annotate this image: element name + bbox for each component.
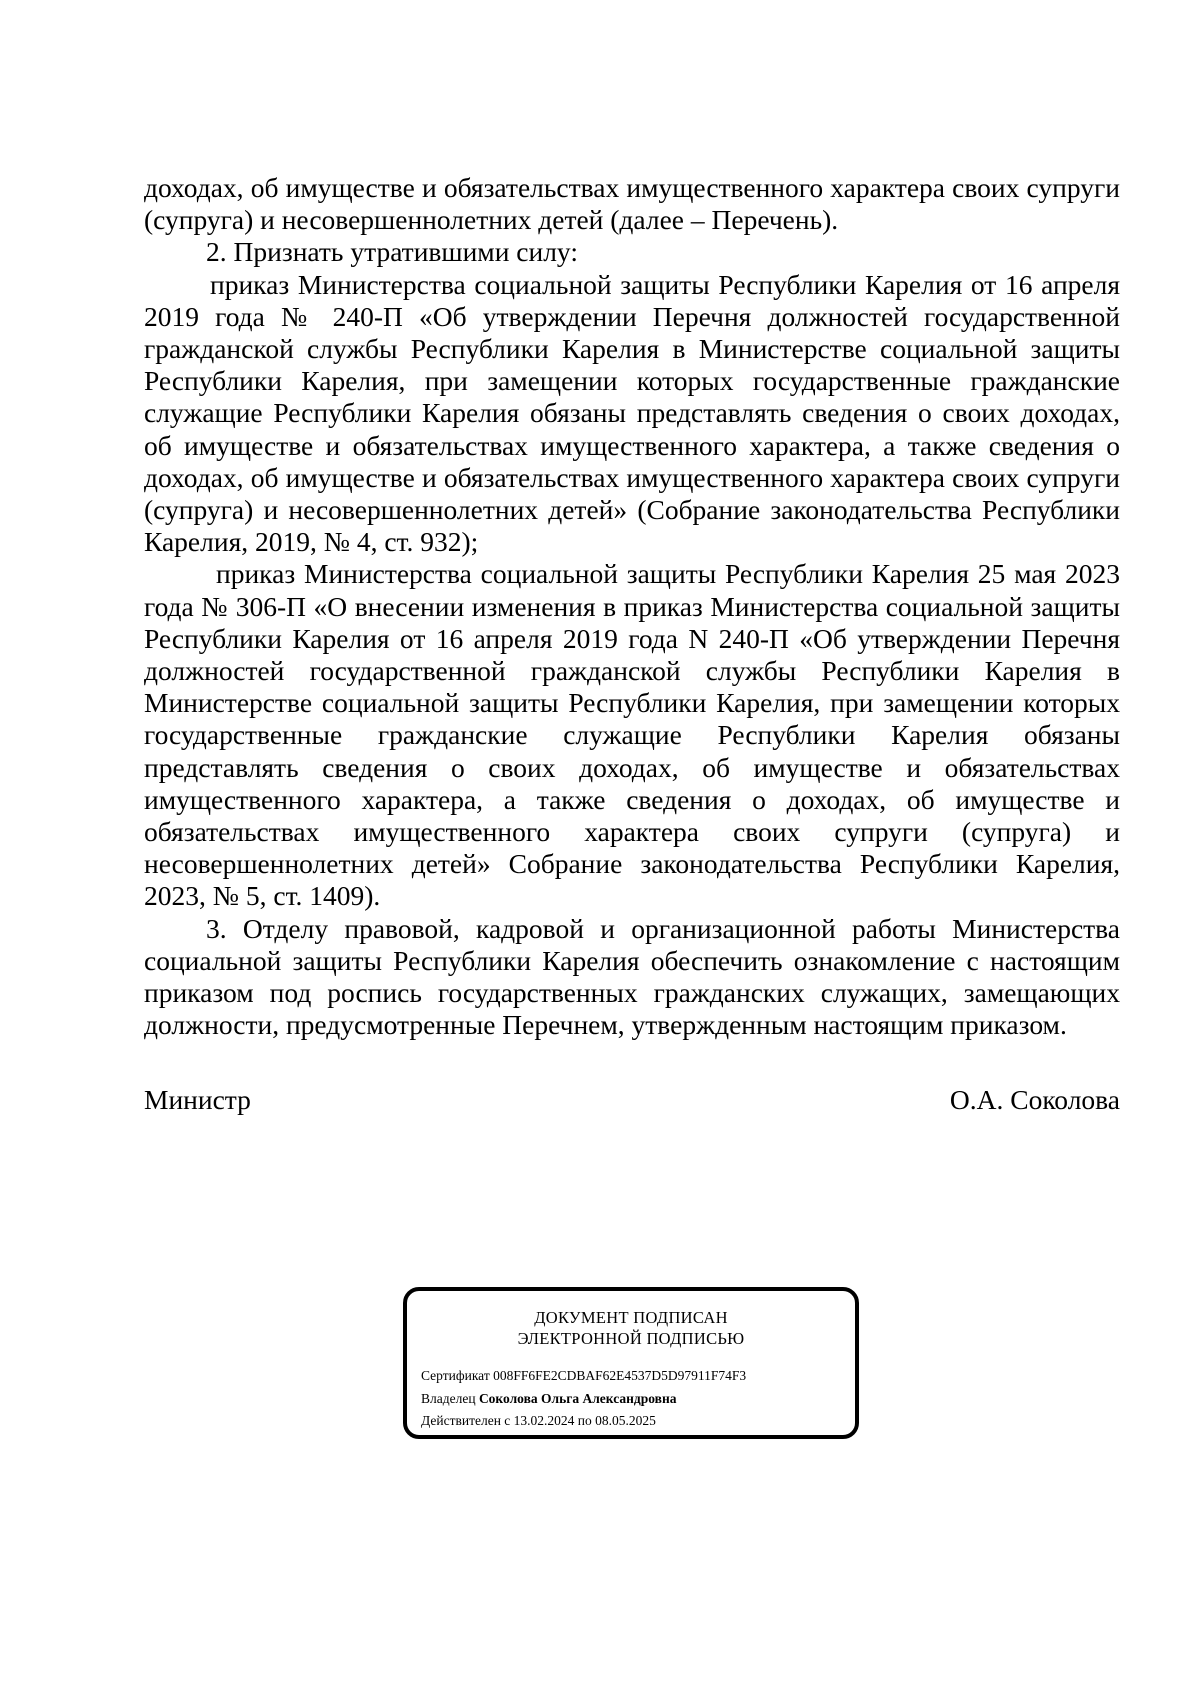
stamp-owner — [421, 1390, 677, 1408]
stamp-title-line-1: ДОКУМЕНТ ПОДПИСАН — [534, 1308, 728, 1327]
signature-block — [144, 1084, 1120, 1116]
paragraph-item-3: 3. Отделу правовой, кадровой и организационной работы Министерства социальной защиты Республики Карелия обеспечить ознакомление с настоящим приказом под роспись государственных гражданских служащих, замещающих должности, предусмотренные Перечнем, утвержденным настоящим приказом. — [144, 912, 1120, 1041]
stamp-certificate-value: 008FF6FE2CDBAF62E4537D5D97911F74F3 — [493, 1368, 747, 1383]
stamp-owner-value: Соколова Ольга Александровна — [478, 1391, 677, 1406]
stamp-valid-to-label: по — [577, 1413, 592, 1428]
paragraph-continuation: доходах, об имуществе и обязательствах имущественного характера своих супруги (супруга) и несовершеннолетних детей (далее – Перечень). — [144, 172, 1120, 236]
stamp-certificate-label: Сертификат — [421, 1368, 490, 1383]
paragraph-repealed-order-2023: приказ Министерства социальной защиты Республики Карелия 25 мая 2023 года № 306-П «О внесении изменения в приказ Министерства социальной защиты Республики Карелия от 16 апреля 2019 года N 240-П «Об утверждении Перечня должностей государственной гражданской службы Республики Карелия в Министерстве социальной защиты Республики Карелия, при замещении которых государственные гражданские служащие Республики Карелия обязаны представлять сведения о своих доходах, об имуществе и обязательствах имущественного характера, а также сведения о доходах, об имуществе и обязательствах имущественного характера своих супруги (супруга) и несовершеннолетних детей» Собрание законодательства Республики Карелия, 2023, № 5, ст. 1409). — [144, 558, 1120, 912]
stamp-valid-label: Действителен с — [421, 1413, 511, 1428]
signatory-position: Министр — [144, 1084, 251, 1115]
stamp-owner-label: Владелец — [421, 1391, 476, 1406]
document-body — [144, 172, 1120, 1041]
stamp-title-line-2: ЭЛЕКТРОННОЙ ПОДПИСЬЮ — [517, 1329, 745, 1348]
stamp-certificate — [421, 1367, 746, 1385]
stamp-valid-to: 08.05.2025 — [595, 1413, 656, 1428]
stamp-valid-from: 13.02.2024 — [513, 1413, 575, 1428]
signatory-name: О.А. Соколова — [949, 1084, 1120, 1115]
electronic-signature-stamp — [403, 1287, 859, 1439]
paragraph-repealed-order-2019: приказ Министерства социальной защиты Республики Карелия от 16 апреля 2019 года № 240-П «Об утверждении Перечня должностей государственной гражданской службы Республики Карелия в Министерстве социальной защиты Республики Карелия, при замещении которых государственные гражданские служащие Республики Карелия обязаны представлять сведения о своих доходах, об имуществе и обязательствах имущественного характера, а также сведения о доходах, об имуществе и обязательствах имущественного характера своих супруги (супруга) и несовершеннолетних детей» (Собрание законодательства Республики Карелия, 2019, № 4, ст. 932); — [144, 268, 1120, 558]
stamp-validity — [421, 1412, 656, 1430]
paragraph-item-2: 2. Признать утратившими силу: — [206, 236, 578, 268]
stamp-title — [407, 1307, 855, 1349]
